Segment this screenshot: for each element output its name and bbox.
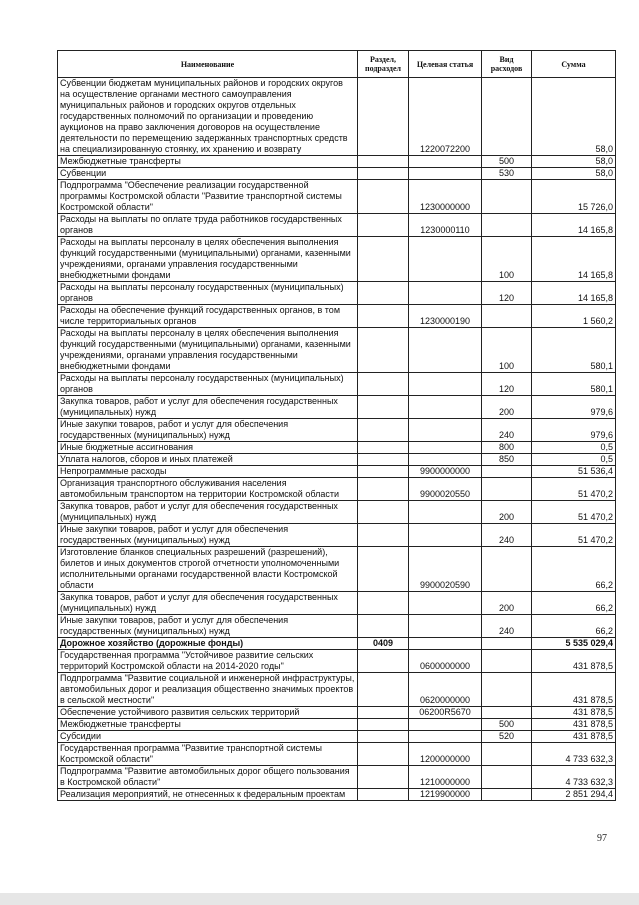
cell-razd — [358, 789, 409, 801]
cell-razd — [358, 466, 409, 478]
cell-name: Дорожное хозяйство (дорожные фонды) — [58, 638, 358, 650]
cell-vid: 530 — [482, 168, 532, 180]
cell-vid — [482, 547, 532, 592]
cell-name: Обеспечение устойчивого развития сельских территорий — [58, 707, 358, 719]
cell-name: Субвенции бюджетам муниципальных районов и городских округов на осуществление органами местного самоуправления муниципальных районов и городских округов отдельных государственных полномочий по организации и проведению аукционов на право заключения договоров на осуществление деятельности по перемещению задержанных транспортных средств на специализированную стоянку, их хранению и возврату — [58, 78, 358, 156]
cell-vid: 200 — [482, 396, 532, 419]
cell-vid: 200 — [482, 501, 532, 524]
cell-razd — [358, 396, 409, 419]
cell-cel — [409, 419, 482, 442]
cell-cel: 1230000110 — [409, 214, 482, 237]
table-row — [58, 328, 616, 373]
table-row — [58, 547, 616, 592]
cell-vid — [482, 766, 532, 789]
cell-vid: 120 — [482, 373, 532, 396]
cell-name: Подпрограмма "Развитие социальной и инженерной инфраструктуры, автомобильных дорог и реализация общественно значимых проектов в сельской местности" — [58, 673, 358, 707]
cell-vid: 520 — [482, 731, 532, 743]
cell-razd — [358, 305, 409, 328]
cell-vid — [482, 180, 532, 214]
table-body — [58, 78, 616, 801]
cell-razd — [358, 282, 409, 305]
cell-name: Субсидии — [58, 731, 358, 743]
cell-vid: 500 — [482, 719, 532, 731]
cell-sum: 0,5 — [532, 442, 616, 454]
table-row — [58, 638, 616, 650]
cell-cel: 1219900000 — [409, 789, 482, 801]
cell-cel — [409, 731, 482, 743]
cell-cel — [409, 719, 482, 731]
cell-name: Расходы на выплаты персоналу государственных (муниципальных) органов — [58, 282, 358, 305]
cell-razd — [358, 615, 409, 638]
cell-cel: 0600000000 — [409, 650, 482, 673]
cell-sum: 15 726,0 — [532, 180, 616, 214]
table-row — [58, 237, 616, 282]
cell-razd — [358, 719, 409, 731]
cell-razd — [358, 501, 409, 524]
cell-vid: 200 — [482, 592, 532, 615]
cell-sum: 431 878,5 — [532, 673, 616, 707]
table-row — [58, 743, 616, 766]
table-row — [58, 766, 616, 789]
cell-sum: 979,6 — [532, 396, 616, 419]
table-row — [58, 789, 616, 801]
cell-cel: 1200000000 — [409, 743, 482, 766]
cell-name: Субвенции — [58, 168, 358, 180]
cell-vid — [482, 478, 532, 501]
table-row — [58, 396, 616, 419]
cell-vid — [482, 214, 532, 237]
cell-cel — [409, 454, 482, 466]
cell-sum: 580,1 — [532, 373, 616, 396]
header-celevaya: Целевая статья — [409, 51, 482, 78]
cell-cel — [409, 592, 482, 615]
cell-razd — [358, 328, 409, 373]
cell-name: Иные закупки товаров, работ и услуг для обеспечения государственных (муниципальных) нужд — [58, 615, 358, 638]
cell-cel — [409, 156, 482, 168]
cell-cel — [409, 638, 482, 650]
cell-vid — [482, 638, 532, 650]
cell-razd — [358, 454, 409, 466]
header-razdel: Раздел, подраздел — [358, 51, 409, 78]
cell-name: Межбюджетные трансферты — [58, 719, 358, 731]
cell-vid — [482, 673, 532, 707]
cell-name: Иные закупки товаров, работ и услуг для обеспечения государственных (муниципальных) нужд — [58, 419, 358, 442]
cell-vid: 800 — [482, 442, 532, 454]
cell-vid: 240 — [482, 524, 532, 547]
cell-razd — [358, 650, 409, 673]
table-header-row — [58, 51, 616, 78]
cell-sum: 51 470,2 — [532, 524, 616, 547]
cell-sum: 14 165,8 — [532, 214, 616, 237]
cell-vid — [482, 650, 532, 673]
header-vid: Вид расходов — [482, 51, 532, 78]
table-row — [58, 592, 616, 615]
table-row — [58, 673, 616, 707]
table-row — [58, 650, 616, 673]
cell-sum: 431 878,5 — [532, 650, 616, 673]
cell-name: Закупка товаров, работ и услуг для обеспечения государственных (муниципальных) нужд — [58, 501, 358, 524]
table-row — [58, 305, 616, 328]
table-row — [58, 78, 616, 156]
cell-sum: 4 733 632,3 — [532, 743, 616, 766]
table-row — [58, 501, 616, 524]
cell-name: Иные бюджетные ассигнования — [58, 442, 358, 454]
cell-razd — [358, 673, 409, 707]
cell-cel: 9900020550 — [409, 478, 482, 501]
cell-sum: 66,2 — [532, 615, 616, 638]
cell-sum: 431 878,5 — [532, 719, 616, 731]
cell-name: Закупка товаров, работ и услуг для обеспечения государственных (муниципальных) нужд — [58, 396, 358, 419]
cell-vid: 240 — [482, 419, 532, 442]
cell-vid: 500 — [482, 156, 532, 168]
cell-razd — [358, 156, 409, 168]
cell-name: Изготовление бланков специальных разрешений (разрешений), билетов и иных документов строгой отчетности уполномоченными исполнительными органами государственной власти Костромской области — [58, 547, 358, 592]
budget-table — [57, 50, 616, 801]
cell-razd — [358, 419, 409, 442]
table-row — [58, 719, 616, 731]
table-row — [58, 419, 616, 442]
cell-razd — [358, 168, 409, 180]
cell-name: Расходы на обеспечение функций государственных органов, в том числе территориальных органов — [58, 305, 358, 328]
cell-vid: 100 — [482, 328, 532, 373]
cell-name: Расходы на выплаты персоналу государственных (муниципальных) органов — [58, 373, 358, 396]
cell-sum: 51 470,2 — [532, 478, 616, 501]
cell-cel — [409, 237, 482, 282]
table-row — [58, 454, 616, 466]
cell-name: Государственная программа "Развитие транспортной системы Костромской области" — [58, 743, 358, 766]
cell-razd — [358, 731, 409, 743]
cell-razd — [358, 766, 409, 789]
cell-cel: 06200R5670 — [409, 707, 482, 719]
cell-vid — [482, 466, 532, 478]
cell-sum: 58,0 — [532, 78, 616, 156]
cell-name: Организация транспортного обслуживания населения автомобильным транспортом на территории Костромской области — [58, 478, 358, 501]
table-row — [58, 442, 616, 454]
table-row — [58, 707, 616, 719]
cell-name: Государственная программа "Устойчивое развитие сельских территорий Костромской области на 2014-2020 годы" — [58, 650, 358, 673]
cell-cel — [409, 396, 482, 419]
cell-name: Непрограммные расходы — [58, 466, 358, 478]
table-row — [58, 373, 616, 396]
table-row — [58, 731, 616, 743]
cell-vid — [482, 789, 532, 801]
cell-name: Подпрограмма "Развитие автомобильных дорог общего пользования в Костромской области" — [58, 766, 358, 789]
cell-cel — [409, 501, 482, 524]
cell-sum: 58,0 — [532, 156, 616, 168]
cell-sum: 51 470,2 — [532, 501, 616, 524]
table-row — [58, 615, 616, 638]
cell-cel — [409, 168, 482, 180]
cell-sum: 431 878,5 — [532, 731, 616, 743]
cell-razd — [358, 524, 409, 547]
cell-cel: 1230000190 — [409, 305, 482, 328]
table-row — [58, 214, 616, 237]
cell-cel — [409, 282, 482, 305]
cell-vid: 100 — [482, 237, 532, 282]
table-row — [58, 156, 616, 168]
table-row — [58, 466, 616, 478]
cell-razd — [358, 237, 409, 282]
cell-vid: 240 — [482, 615, 532, 638]
cell-sum: 14 165,8 — [532, 237, 616, 282]
cell-sum: 2 851 294,4 — [532, 789, 616, 801]
cell-name: Межбюджетные трансферты — [58, 156, 358, 168]
cell-vid — [482, 707, 532, 719]
cell-cel — [409, 615, 482, 638]
table-row — [58, 168, 616, 180]
table-row — [58, 524, 616, 547]
cell-name: Закупка товаров, работ и услуг для обеспечения государственных (муниципальных) нужд — [58, 592, 358, 615]
cell-razd — [358, 214, 409, 237]
cell-razd — [358, 707, 409, 719]
cell-cel: 1230000000 — [409, 180, 482, 214]
cell-name: Расходы на выплаты персоналу в целях обеспечения выполнения функций государственными (муниципальными) органами, казенными учреждениями, органами управления государственными внебюджетными фондами — [58, 328, 358, 373]
cell-cel: 9900020590 — [409, 547, 482, 592]
cell-razd — [358, 180, 409, 214]
page-number: 97 — [597, 833, 607, 844]
cell-sum: 66,2 — [532, 547, 616, 592]
cell-sum: 1 560,2 — [532, 305, 616, 328]
cell-razd — [358, 547, 409, 592]
cell-name: Уплата налогов, сборов и иных платежей — [58, 454, 358, 466]
cell-cel: 9900000000 — [409, 466, 482, 478]
cell-razd — [358, 592, 409, 615]
cell-razd — [358, 743, 409, 766]
cell-sum: 58,0 — [532, 168, 616, 180]
cell-cel — [409, 328, 482, 373]
cell-sum: 4 733 632,3 — [532, 766, 616, 789]
scan-edge — [0, 893, 639, 905]
cell-cel — [409, 524, 482, 547]
cell-cel: 1210000000 — [409, 766, 482, 789]
cell-sum: 431 878,5 — [532, 707, 616, 719]
header-summa: Сумма — [532, 51, 616, 78]
cell-razd — [358, 478, 409, 501]
cell-sum: 0,5 — [532, 454, 616, 466]
cell-name: Реализация мероприятий, не отнесенных к федеральным проектам — [58, 789, 358, 801]
cell-sum: 979,6 — [532, 419, 616, 442]
cell-razd — [358, 442, 409, 454]
cell-cel — [409, 373, 482, 396]
cell-sum: 580,1 — [532, 328, 616, 373]
cell-sum: 5 535 029,4 — [532, 638, 616, 650]
cell-cel — [409, 442, 482, 454]
cell-vid — [482, 305, 532, 328]
cell-cel: 1220072200 — [409, 78, 482, 156]
cell-vid: 120 — [482, 282, 532, 305]
cell-razd: 0409 — [358, 638, 409, 650]
cell-sum: 66,2 — [532, 592, 616, 615]
cell-name: Расходы на выплаты по оплате труда работников государственных органов — [58, 214, 358, 237]
cell-name: Расходы на выплаты персоналу в целях обеспечения выполнения функций государственными (муниципальными) органами, казенными учреждениями, органами управления государственными внебюджетными фондами — [58, 237, 358, 282]
header-name: Наименование — [58, 51, 358, 78]
cell-vid — [482, 78, 532, 156]
table-row — [58, 478, 616, 501]
cell-sum: 14 165,8 — [532, 282, 616, 305]
cell-razd — [358, 78, 409, 156]
cell-sum: 51 536,4 — [532, 466, 616, 478]
cell-name: Иные закупки товаров, работ и услуг для обеспечения государственных (муниципальных) нужд — [58, 524, 358, 547]
cell-cel: 0620000000 — [409, 673, 482, 707]
cell-vid: 850 — [482, 454, 532, 466]
table-row — [58, 282, 616, 305]
table-row — [58, 180, 616, 214]
cell-razd — [358, 373, 409, 396]
cell-vid — [482, 743, 532, 766]
cell-name: Подпрограмма "Обеспечение реализации государственной программы Костромской области "Развитие транспортной системы Костромской области" — [58, 180, 358, 214]
